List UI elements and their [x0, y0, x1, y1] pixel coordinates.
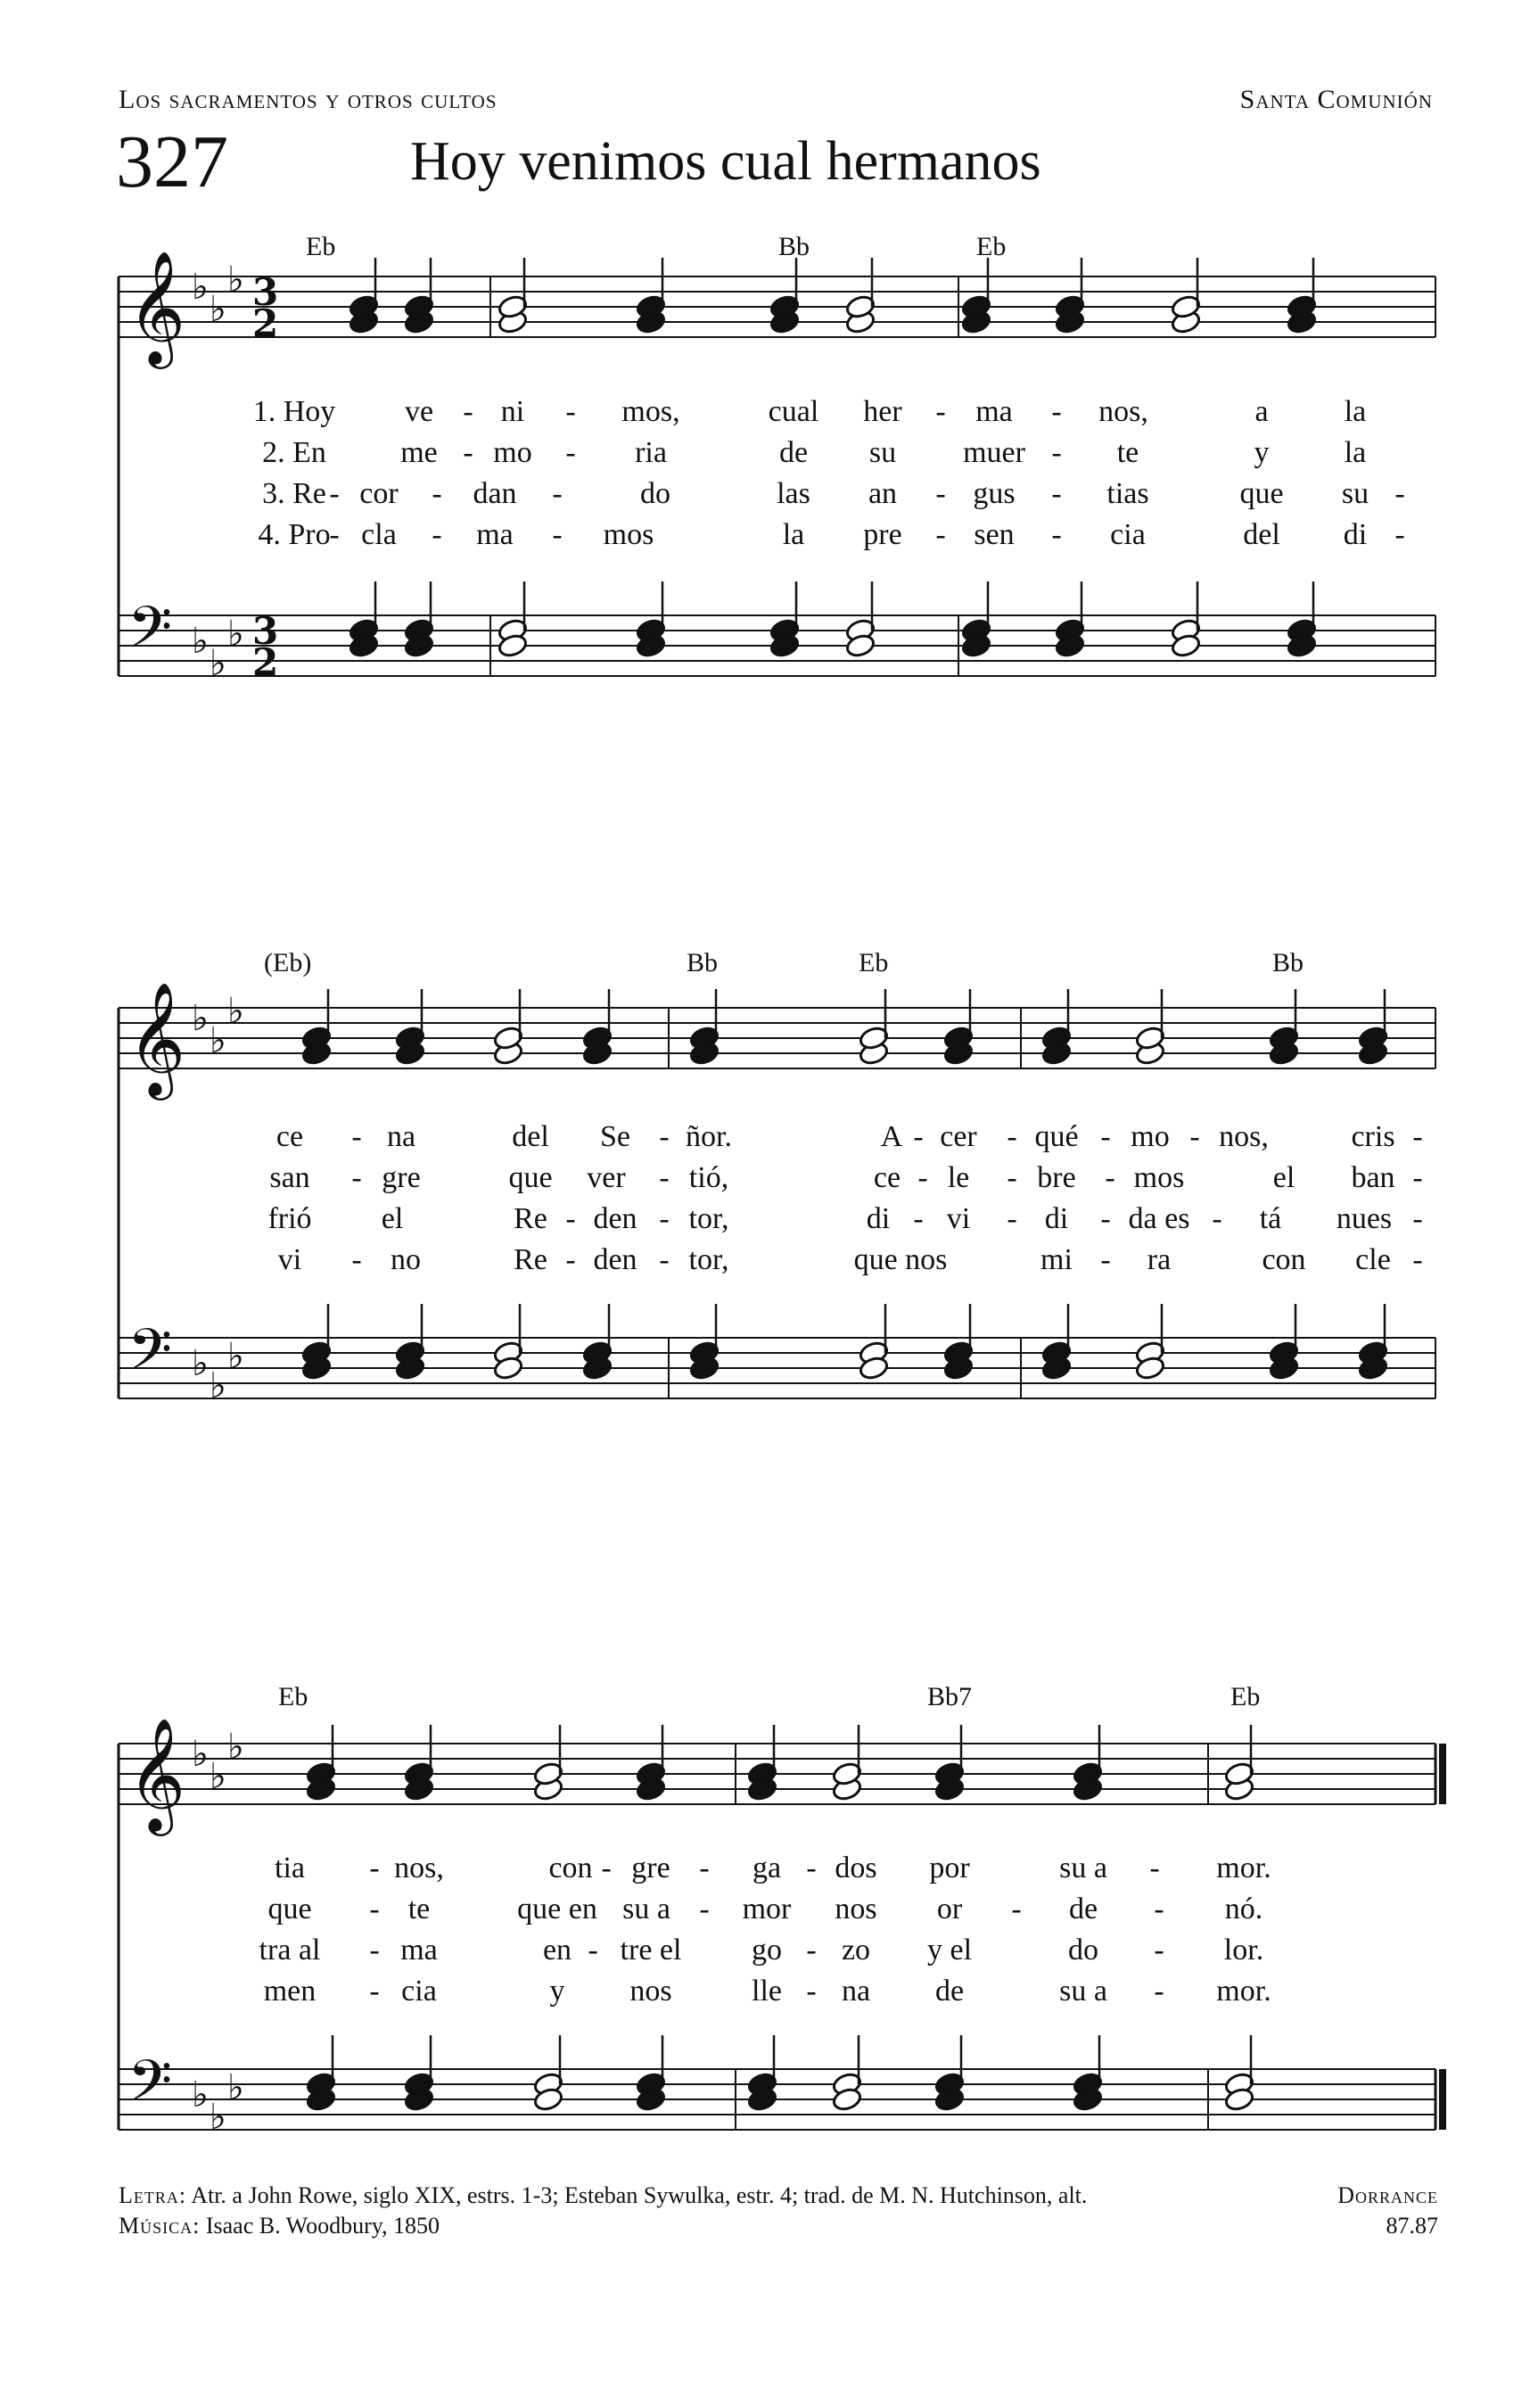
hyphen: -: [351, 1120, 362, 1153]
time-signature-top: 3: [252, 270, 279, 314]
hyphen: -: [913, 1202, 924, 1235]
lyric-syllable: di: [1044, 1202, 1069, 1235]
lyric-syllable: del: [1243, 518, 1280, 551]
lyric-syllable: Se: [600, 1120, 630, 1153]
lyric-syllable: tra al: [259, 1934, 321, 1967]
music-credit-label: Música:: [119, 2213, 201, 2239]
flat-icon: ♭: [192, 2074, 209, 2115]
lyric-syllable: cris: [1351, 1120, 1395, 1153]
hyphen: -: [1394, 518, 1405, 551]
hyphen: -: [1051, 436, 1062, 469]
lyric-syllable: den: [593, 1202, 637, 1235]
hyphen: -: [1154, 1893, 1164, 1926]
lyric-syllable: ma: [400, 1934, 438, 1967]
hyphen: -: [659, 1120, 670, 1153]
hyphen: -: [806, 1934, 817, 1967]
hyphen: -: [659, 1243, 670, 1276]
hyphen: -: [329, 518, 340, 551]
flat-icon: ♭: [192, 267, 209, 308]
chord-symbol: Eb: [976, 232, 1007, 261]
lyric-syllable: la: [1344, 395, 1367, 428]
hyphen: -: [369, 1851, 380, 1884]
treble-clef-icon: 𝄞: [127, 981, 186, 1095]
hyphen: -: [329, 477, 340, 510]
lyric-syllable: tor,: [688, 1202, 729, 1235]
lyric-syllable: la: [782, 518, 805, 551]
hyphen: -: [432, 477, 442, 510]
bass-clef-icon: 𝄢: [127, 595, 173, 675]
lyric-syllable: mo: [1131, 1120, 1170, 1153]
hyphen: -: [552, 518, 563, 551]
hyphen: -: [463, 436, 473, 469]
hyphen: -: [659, 1161, 670, 1194]
flat-icon: ♭: [227, 991, 244, 1032]
hyphen: -: [1051, 518, 1062, 551]
hyphen: -: [1100, 1120, 1111, 1153]
lyric-syllable: na: [386, 1120, 416, 1153]
lyric-syllable: ma: [975, 395, 1013, 428]
lyric-syllable: cor: [359, 477, 399, 510]
lyric-syllable: su: [1341, 477, 1369, 510]
lyric-syllable: su a: [622, 1893, 670, 1926]
lyric-syllable: cle: [1355, 1243, 1391, 1276]
lyric-syllable: con: [1262, 1243, 1306, 1276]
tune-name: Dorrance: [1337, 2182, 1438, 2208]
lyric-syllable: ria: [635, 436, 667, 469]
lyric-syllable: den: [593, 1243, 637, 1276]
chord-symbol: Bb: [687, 948, 719, 977]
topic-heading: Santa Comunión: [1239, 85, 1433, 114]
lyric-syllable: zo: [841, 1934, 871, 1967]
lyric-syllable: ce: [276, 1120, 304, 1153]
lyric-syllable: por: [929, 1851, 970, 1884]
lyric-syllable: do: [1068, 1934, 1098, 1967]
flat-icon: ♭: [227, 260, 244, 301]
lyric-syllable: ce: [873, 1161, 901, 1194]
lyric-syllable: me: [400, 436, 438, 469]
hyphen: -: [1051, 395, 1062, 428]
lyric-syllable: sen: [974, 518, 1015, 551]
time-signature-top: 3: [252, 609, 279, 653]
lyric-syllable: su: [868, 436, 897, 469]
lyric-syllable: mor: [742, 1893, 792, 1926]
lyric-syllable: ma: [476, 518, 514, 551]
lyric-syllable: te: [1116, 436, 1139, 469]
flat-icon: ♭: [210, 289, 226, 330]
lyric-syllable: cer: [940, 1120, 977, 1153]
hyphen: -: [1100, 1202, 1111, 1235]
lyric-syllable: de: [778, 436, 809, 469]
lyric-syllable: nó.: [1224, 1893, 1263, 1926]
flat-icon: ♭: [192, 998, 209, 1039]
lyric-syllable: dos: [835, 1851, 877, 1884]
lyric-syllable: gre: [382, 1161, 421, 1194]
lyric-syllable: go: [752, 1934, 782, 1967]
hyphen: -: [699, 1893, 710, 1926]
lyric-syllable: las: [777, 477, 810, 510]
lyric-syllable: cual: [768, 395, 819, 428]
flat-icon: ♭: [192, 1343, 209, 1384]
lyric-syllable: el: [1272, 1161, 1295, 1194]
lyric-syllable: ra: [1147, 1243, 1172, 1276]
lyric-syllable: del: [512, 1120, 549, 1153]
lyric-syllable: de: [934, 1975, 965, 2008]
lyric-syllable: frió: [267, 1202, 312, 1235]
hyphen: -: [659, 1202, 670, 1235]
lyric-syllable: en: [542, 1934, 572, 1967]
hyphen: -: [1007, 1161, 1017, 1194]
treble-clef-icon: 𝄞: [127, 1717, 186, 1831]
bass-clef-icon: 𝄢: [127, 2049, 173, 2129]
lyric-syllable: lle: [752, 1975, 782, 2008]
lyric-syllable: Re: [514, 1243, 547, 1276]
text-credit-label: Letra:: [119, 2182, 187, 2208]
lyric-syllable: que: [508, 1161, 553, 1194]
hyphen: -: [1100, 1243, 1111, 1276]
lyric-syllable: ñor.: [686, 1120, 732, 1153]
lyric-syllable: A: [880, 1120, 903, 1153]
lyric-syllable: nos,: [1219, 1120, 1269, 1153]
lyric-syllable: ni: [500, 395, 525, 428]
chord-symbol: Eb: [859, 948, 889, 977]
flat-icon: ♭: [210, 2097, 226, 2138]
lyric-syllable: na: [841, 1975, 871, 2008]
lyric-syllable: or: [936, 1893, 963, 1926]
lyric-syllable: cia: [401, 1975, 437, 2008]
chord-symbol: Bb7: [927, 1682, 973, 1711]
hymn-number: 327: [116, 120, 228, 203]
flat-icon: ♭: [227, 614, 244, 655]
hyphen: -: [601, 1851, 612, 1884]
lyric-syllable: mor.: [1216, 1851, 1271, 1884]
lyric-syllable: qué: [1034, 1120, 1079, 1153]
lyric-syllable: vi: [946, 1202, 971, 1235]
hyphen: -: [463, 395, 473, 428]
hyphen: -: [1412, 1202, 1423, 1235]
lyric-syllable: vi: [277, 1243, 302, 1276]
hyphen: -: [1394, 477, 1405, 510]
lyric-syllable: que: [267, 1893, 312, 1926]
lyric-syllable: mi: [1040, 1243, 1073, 1276]
hyphen: -: [369, 1975, 380, 2008]
lyric-syllable: y: [1254, 436, 1270, 469]
chord-symbol: Eb: [278, 1682, 308, 1711]
hyphen: -: [1154, 1975, 1164, 2008]
lyric-syllable: 2. En: [262, 436, 326, 469]
lyric-syllable: con: [548, 1851, 593, 1884]
treble-clef-icon: 𝄞: [127, 250, 186, 364]
lyric-syllable: nos: [835, 1893, 877, 1926]
hyphen: -: [351, 1243, 362, 1276]
flat-icon: ♭: [210, 643, 226, 684]
lyric-syllable: su a: [1059, 1975, 1107, 2008]
lyric-syllable: ve: [404, 395, 434, 428]
lyric-syllable: y el: [926, 1934, 973, 1967]
hyphen: -: [1189, 1120, 1200, 1153]
hyphen: -: [565, 1243, 576, 1276]
meter: 87.87: [1386, 2213, 1438, 2239]
flat-icon: ♭: [227, 1727, 244, 1768]
lyric-syllable: 3. Re: [262, 477, 326, 510]
lyric-syllable: mo: [493, 436, 532, 469]
lyric-syllable: ver: [587, 1161, 626, 1194]
lyric-syllable: dan: [473, 477, 517, 510]
hyphen: -: [935, 395, 946, 428]
hyphen: -: [1105, 1161, 1115, 1194]
lyric-syllable: san: [269, 1161, 310, 1194]
hyphen: -: [935, 477, 946, 510]
lyric-syllable: da es: [1128, 1202, 1190, 1235]
lyric-syllable: cla: [361, 518, 397, 551]
hyphen: -: [369, 1893, 380, 1926]
time-signature-bottom: 2: [252, 301, 279, 345]
hyphen: -: [565, 395, 576, 428]
lyric-syllable: di: [866, 1202, 891, 1235]
lyric-syllable: pre: [863, 518, 902, 551]
lyric-syllable: gus: [973, 477, 1016, 510]
hyphen: -: [699, 1851, 710, 1884]
hyphen: -: [1412, 1243, 1423, 1276]
lyric-syllable: bre: [1037, 1161, 1076, 1194]
lyric-syllable: tre el: [620, 1934, 682, 1967]
lyric-syllable: men: [263, 1975, 317, 2008]
flat-icon: ♭: [227, 2067, 244, 2108]
lyric-syllable: an: [868, 477, 898, 510]
lyric-syllable: tió,: [688, 1161, 729, 1194]
hyphen: -: [369, 1934, 380, 1967]
hyphen: -: [1007, 1202, 1017, 1235]
hyphen: -: [565, 436, 576, 469]
hyphen: -: [432, 518, 442, 551]
hymn-title: Hoy venimos cual hermanos: [410, 131, 1041, 192]
hyphen: -: [1412, 1161, 1423, 1194]
hyphen: -: [1412, 1120, 1423, 1153]
music-credit: Isaac B. Woodbury, 1850: [205, 2213, 440, 2239]
hyphen: -: [806, 1975, 817, 2008]
flat-icon: ♭: [210, 1756, 226, 1797]
chord-symbol: Bb: [1272, 948, 1304, 977]
chord-symbol: (Eb): [264, 948, 312, 977]
lyric-syllable: su a: [1059, 1851, 1107, 1884]
hyphen: -: [1007, 1120, 1017, 1153]
lyric-syllable: do: [640, 477, 670, 510]
chord-symbol: Eb: [1230, 1682, 1261, 1711]
lyric-syllable: mos: [603, 518, 654, 551]
lyric-syllable: tia: [275, 1851, 305, 1884]
hyphen: -: [917, 1161, 928, 1194]
hyphen: -: [1051, 477, 1062, 510]
lyric-syllable: a: [1254, 395, 1269, 428]
lyric-syllable: que en: [517, 1893, 597, 1926]
flat-icon: ♭: [210, 1365, 226, 1406]
hyphen: -: [351, 1161, 362, 1194]
hyphen: -: [935, 518, 946, 551]
lyric-syllable: di: [1343, 518, 1368, 551]
bass-clef-icon: 𝄢: [127, 1317, 173, 1398]
lyric-syllable: nues: [1336, 1202, 1393, 1235]
lyric-syllable: mos: [1133, 1161, 1185, 1194]
flat-icon: ♭: [227, 1336, 244, 1377]
hyphen: -: [565, 1202, 576, 1235]
lyric-syllable: gre: [631, 1851, 670, 1884]
hyphen: -: [588, 1934, 598, 1967]
flat-icon: ♭: [192, 1734, 209, 1775]
time-signature-bottom: 2: [252, 640, 279, 684]
lyric-syllable: cia: [1110, 518, 1146, 551]
lyric-syllable: y: [549, 1975, 565, 2008]
hyphen: -: [806, 1851, 817, 1884]
chord-symbol: Bb: [778, 232, 810, 261]
lyric-syllable: la: [1344, 436, 1367, 469]
chord-symbol: Eb: [306, 232, 336, 261]
lyric-syllable: nos: [629, 1975, 672, 2008]
lyric-syllable: nos,: [1098, 395, 1148, 428]
lyric-syllable: tias: [1106, 477, 1149, 510]
lyric-syllable: Re: [514, 1202, 547, 1235]
lyric-syllable: ga: [752, 1851, 782, 1884]
hyphen: -: [913, 1120, 924, 1153]
lyric-syllable: 4. Pro: [258, 518, 331, 551]
hyphen: -: [552, 477, 563, 510]
lyric-syllable: ban: [1351, 1161, 1395, 1194]
hyphen: -: [1154, 1934, 1164, 1967]
text-credit: Atr. a John Rowe, siglo XIX, estrs. 1-3; Esteban Sywulka, estr. 4; trad. de M. N. Hutchinson, alt.: [191, 2182, 1088, 2208]
lyric-syllable: tor,: [688, 1243, 729, 1276]
lyric-syllable: 1. Hoy: [252, 395, 336, 428]
hyphen: -: [1212, 1202, 1222, 1235]
lyric-syllable: lor.: [1223, 1934, 1264, 1967]
hyphen: -: [1149, 1851, 1160, 1884]
lyric-syllable: muer: [963, 436, 1025, 469]
lyric-syllable: her: [863, 395, 902, 428]
lyric-syllable: el: [381, 1202, 404, 1235]
lyric-syllable: te: [407, 1893, 431, 1926]
hyphen: -: [1011, 1893, 1022, 1926]
section-heading: Los sacramentos y otros cultos: [119, 85, 498, 114]
credits: [119, 2181, 1438, 2241]
lyric-syllable: que nos: [853, 1243, 948, 1276]
lyric-syllable: no: [391, 1243, 421, 1276]
lyric-syllable: mor.: [1216, 1975, 1271, 2008]
flat-icon: ♭: [192, 621, 209, 662]
lyric-syllable: le: [947, 1161, 970, 1194]
flat-icon: ♭: [210, 1020, 226, 1061]
lyric-syllable: mos,: [621, 395, 680, 428]
lyric-syllable: que: [1239, 477, 1284, 510]
lyric-syllable: tá: [1259, 1202, 1282, 1235]
lyric-syllable: nos,: [394, 1851, 444, 1884]
lyric-syllable: de: [1068, 1893, 1098, 1926]
